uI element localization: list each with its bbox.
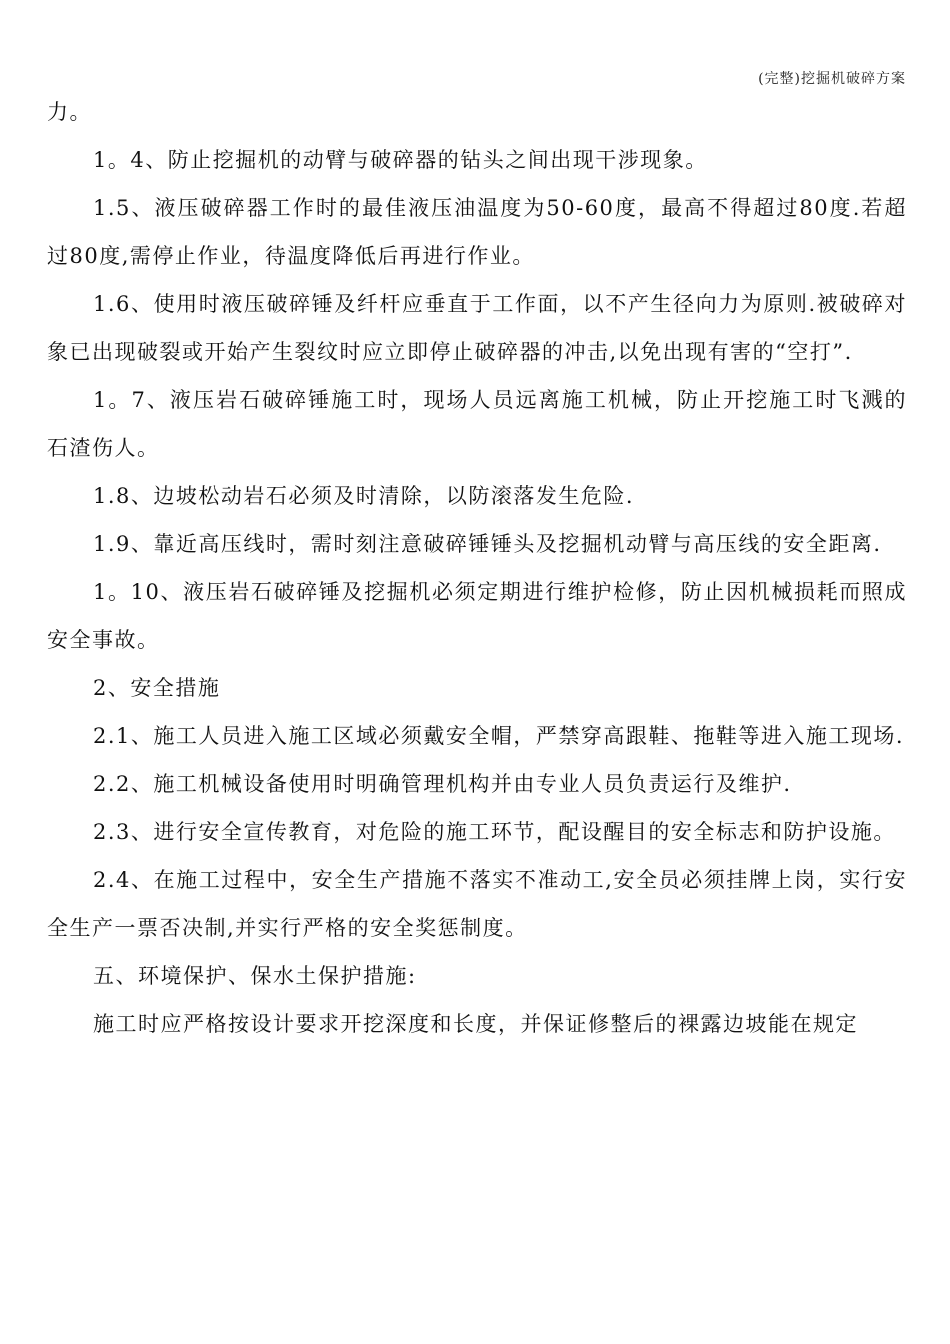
paragraph-1: 1。4、防止挖掘机的动臂与破碎器的钻头之间出现干涉现象。 [93,148,708,172]
paragraph-5: 1.8、边坡松动岩石必须及时清除，以防滚落发生危险. [93,484,635,508]
section-heading-environment: 五、环境保护、保水土保护措施: [93,964,417,988]
paragraph-10: 2.2、施工机械设备使用时明确管理机构并由专业人员负责运行及维护. [93,772,792,796]
paragraph-11: 2.3、进行安全宣传教育，对危险的施工环节，配设醒目的安全标志和防护设施。 [93,820,896,844]
paragraph-9: 2.1、施工人员进入施工区域必须戴安全帽，严禁穿高跟鞋、拖鞋等进入施工现场. [93,724,905,748]
paragraph-3: 1.6、使用时液压破碎锤及纤杆应垂直于工作面，以不产生径向力为原则.被破碎对象已出现破裂或开始产生裂纹时应立即停止破碎器的冲击,以免出现有害的“空打”. [47,292,907,364]
document-body [47,88,907,1048]
paragraph-2: 1.5、液压破碎器工作时的最佳液压油温度为50-60度，最高不得超过80度.若超过80度,需停止作业，待温度降低后再进行作业。 [47,196,907,268]
paragraph-4: 1。7、液压岩石破碎锤施工时，现场人员远离施工机械，防止开挖施工时飞溅的石渣伤人。 [47,388,907,460]
page-header-title: (完整)挖掘机破碎方案 [758,71,906,87]
paragraph-0: 力。 [47,100,92,124]
paragraph-12: 2.4、在施工过程中，安全生产措施不落实不准动工,安全员必须挂牌上岗，实行安全生产一票否决制,并实行严格的安全奖惩制度。 [47,868,907,940]
paragraph-6: 1.9、靠近高压线时，需时刻注意破碎锤锤头及挖掘机动臂与高压线的安全距离. [93,532,882,556]
paragraph-7: 1。10、液压岩石破碎锤及挖掘机必须定期进行维护检修，防止因机械损耗而照成安全事故。 [47,580,907,652]
section-heading-safety: 2、安全措施 [93,676,221,700]
paragraph-14: 施工时应严格按设计要求开挖深度和长度，并保证修整后的裸露边坡能在规定 [93,1012,858,1036]
